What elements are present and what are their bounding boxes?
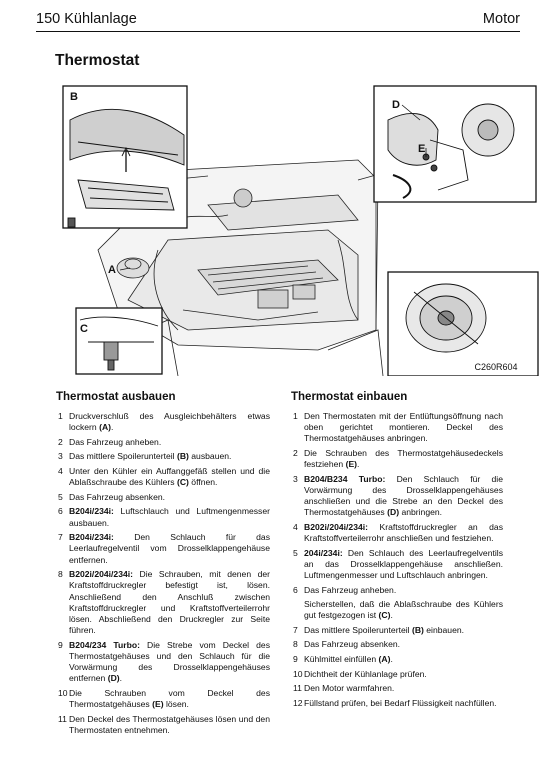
step-engine-variant: B204i/234i: bbox=[69, 506, 114, 517]
step-body: Die Strebe vom Deckel des Thermostatgehäuses und den Schlauch für die Vorwärmung des Drosselklappengehäuses entfernen bbox=[69, 639, 270, 684]
list-item bbox=[291, 448, 503, 470]
step-note-text: Sicherstellen, daß die Ablaßschraube des Kühlers gut festgezogen ist bbox=[304, 599, 503, 621]
list-item bbox=[291, 654, 503, 665]
step-tail: lösen. bbox=[163, 699, 189, 710]
step-text bbox=[69, 437, 161, 447]
step-body: Die Schrauben vom Deckel des Thermostatgehäuses bbox=[69, 687, 270, 710]
step-engine-variant: B204/B234 Turbo: bbox=[304, 473, 386, 484]
step-engine-variant: 204i/234i: bbox=[304, 547, 343, 558]
step-text bbox=[304, 698, 497, 708]
step-reference: (E) bbox=[152, 699, 164, 710]
step-body: Den Deckel des Thermostatgehäuses lösen und den Thermostaten entnehmen. bbox=[69, 713, 270, 735]
step-note bbox=[304, 599, 503, 621]
step-text bbox=[304, 411, 503, 443]
step-body: Kraftstoffdruckregler an das Kraftstoffverteilerrohr anschließen und festziehen. bbox=[304, 522, 503, 544]
page-header bbox=[36, 9, 520, 32]
figure-code: C260R604 bbox=[474, 362, 518, 372]
step-text bbox=[69, 506, 270, 527]
step-body: Das Fahrzeug anheben. bbox=[304, 584, 397, 595]
step-number: 2 bbox=[58, 436, 63, 447]
step-body: Den Schlauch für die Vorwärmung des Drosselklappengehäuses anschließen und die Strebe an den Deckel des Thermostatgehäuses bbox=[304, 473, 503, 518]
step-text bbox=[69, 532, 270, 564]
step-number: 4 bbox=[293, 522, 298, 532]
step-number: 9 bbox=[293, 653, 298, 664]
step-tail: anbringen. bbox=[399, 507, 443, 518]
step-body: Das Fahrzeug absenken. bbox=[69, 491, 166, 502]
list-item bbox=[291, 474, 503, 519]
step-number: 9 bbox=[58, 639, 63, 650]
callout-b: B bbox=[70, 91, 78, 103]
step-number: 8 bbox=[293, 639, 298, 650]
step-number: 3 bbox=[58, 451, 63, 462]
step-text bbox=[304, 548, 503, 580]
step-number: 12 bbox=[293, 697, 303, 708]
step-tail: . bbox=[111, 422, 114, 433]
removal-heading: Thermostat ausbauen bbox=[56, 391, 176, 403]
list-item bbox=[56, 437, 270, 448]
step-engine-variant: B202i/204i/234i: bbox=[69, 569, 134, 580]
list-item bbox=[56, 640, 270, 685]
step-engine-variant: B202i/204i/234i: bbox=[304, 522, 369, 532]
step-body: Das mittlere Spoilerunterteil bbox=[304, 624, 412, 635]
list-item bbox=[291, 698, 503, 709]
step-number: 5 bbox=[58, 491, 63, 502]
step-body: Druckverschluß des Ausgleichbehälters etwas lockern bbox=[69, 411, 270, 433]
removal-steps bbox=[56, 411, 270, 736]
step-text bbox=[69, 451, 231, 461]
list-item bbox=[291, 639, 503, 650]
step-tail: ausbauen. bbox=[188, 451, 232, 462]
step-number: 1 bbox=[58, 411, 63, 421]
inset-c-drain bbox=[76, 308, 162, 374]
list-item bbox=[291, 522, 503, 544]
list-item bbox=[56, 506, 270, 528]
step-reference: (A) bbox=[99, 422, 112, 433]
step-reference: (D) bbox=[387, 507, 400, 518]
step-number: 6 bbox=[58, 506, 63, 517]
step-text bbox=[304, 448, 503, 469]
step-engine-variant: B204/234 Turbo: bbox=[69, 639, 140, 650]
step-body: Die Schrauben des Thermostatgehäusedeckels festziehen bbox=[304, 448, 503, 470]
step-body: Den Schlauch des Leerlaufregelventils an das Drosselklappengehäuse anschließen. Luftmengenmesser und Luftschlauch anbringen. bbox=[304, 547, 503, 581]
step-text bbox=[69, 492, 165, 502]
step-number: 6 bbox=[293, 584, 298, 595]
step-body: Den Thermostaten mit der Entlüftungsöffnung nach oben gerichtet montieren. Deckel des Thermostatgehäuses anbringen. bbox=[304, 411, 503, 444]
step-reference: (B) bbox=[176, 451, 189, 462]
step-body: Den Motor warmfahren. bbox=[304, 683, 395, 694]
list-item bbox=[56, 569, 270, 636]
step-text bbox=[304, 669, 427, 679]
step-body: Füllstand prüfen, bei Bedarf Flüssigkeit nachfüllen. bbox=[304, 697, 497, 708]
step-body: Die Schrauben, mit denen der Kraftstoffdruckregler befestigt ist, lösen. Anschließend den Anschluß zwischen Kraftstoffdruckregler und Kraftstoffverteilerrohr lösen. Abschließend den Druckregler zur Seite führen. bbox=[69, 569, 270, 636]
step-number: 1 bbox=[293, 411, 298, 421]
step-reference: (C) bbox=[176, 477, 189, 488]
list-item bbox=[291, 585, 503, 622]
list-item bbox=[56, 714, 270, 736]
step-tail: öffnen. bbox=[188, 477, 218, 488]
page-number-and-chapter: 150 Kühlanlage bbox=[36, 11, 137, 27]
list-item bbox=[291, 411, 503, 445]
list-item bbox=[291, 669, 503, 680]
list-item bbox=[291, 625, 503, 636]
section-label: Motor bbox=[482, 11, 520, 27]
step-body: Dichtheit der Kühlanlage prüfen. bbox=[304, 668, 427, 679]
step-reference: (B) bbox=[411, 624, 424, 635]
inset-b-spoiler bbox=[63, 86, 187, 228]
list-item bbox=[56, 688, 270, 710]
list-item bbox=[56, 532, 270, 566]
step-body: Kühlmittel einfüllen bbox=[304, 653, 379, 664]
step-tail: . bbox=[390, 653, 393, 664]
step-number: 11 bbox=[58, 713, 67, 724]
step-text bbox=[69, 714, 270, 735]
list-item bbox=[291, 683, 503, 694]
callout-d: D bbox=[392, 99, 400, 111]
installation-column bbox=[291, 391, 503, 712]
callout-c: C bbox=[80, 323, 88, 335]
engine-illustration bbox=[58, 80, 540, 376]
step-number: 5 bbox=[293, 547, 298, 558]
step-text bbox=[304, 474, 503, 518]
step-text bbox=[304, 683, 394, 693]
step-text bbox=[69, 411, 270, 432]
callout-e: E bbox=[418, 143, 426, 155]
inset-thermostat bbox=[388, 272, 538, 376]
step-number: 7 bbox=[293, 624, 298, 635]
step-reference: (D) bbox=[107, 673, 120, 684]
step-body: Das Fahrzeug anheben. bbox=[69, 436, 162, 447]
step-number: 4 bbox=[58, 465, 63, 476]
step-reference: (A) bbox=[378, 653, 391, 664]
step-text bbox=[304, 639, 400, 649]
installation-heading: Thermostat einbauen bbox=[291, 391, 408, 403]
step-note-reference: (C) bbox=[378, 610, 391, 621]
step-number: 11 bbox=[293, 683, 302, 694]
step-note-tail: . bbox=[390, 610, 393, 621]
step-text bbox=[69, 466, 270, 487]
step-reference: (E) bbox=[345, 459, 358, 470]
step-text bbox=[304, 625, 464, 635]
step-number: 2 bbox=[293, 448, 298, 458]
list-item bbox=[56, 411, 270, 433]
step-text bbox=[304, 585, 396, 595]
step-text bbox=[69, 688, 270, 709]
step-tail: einbauen. bbox=[423, 624, 465, 635]
list-item bbox=[56, 466, 270, 488]
step-text bbox=[304, 654, 393, 664]
installation-steps bbox=[291, 411, 503, 709]
step-number: 7 bbox=[58, 532, 63, 543]
step-number: 8 bbox=[58, 569, 63, 580]
list-item bbox=[56, 451, 270, 462]
list-item bbox=[291, 548, 503, 582]
step-tail: . bbox=[357, 459, 360, 470]
page-title: Thermostat bbox=[55, 52, 140, 69]
step-text bbox=[69, 569, 270, 635]
step-tail: . bbox=[119, 673, 123, 684]
step-number: 3 bbox=[293, 473, 298, 484]
list-item bbox=[56, 492, 270, 503]
step-body: Den Schlauch für das Leerlaufregelventil vom Drosselklappengehäuse entfernen. bbox=[69, 532, 270, 565]
step-number: 10 bbox=[293, 668, 303, 679]
step-body: Unter den Kühler ein Auffanggefäß stellen und die Ablaßschraube des Kühlers bbox=[69, 465, 270, 488]
step-text bbox=[304, 522, 503, 543]
step-body: Das mittlere Spoilerunterteil bbox=[69, 451, 177, 462]
step-engine-variant: B204i/234i: bbox=[69, 532, 114, 543]
step-body: Das Fahrzeug absenken. bbox=[304, 639, 401, 650]
removal-column bbox=[56, 391, 270, 740]
step-number: 10 bbox=[58, 687, 68, 698]
step-body: Luftschlauch und Luftmengenmesser ausbauen. bbox=[69, 506, 270, 528]
step-text bbox=[69, 640, 270, 684]
callout-a: A bbox=[108, 264, 116, 276]
